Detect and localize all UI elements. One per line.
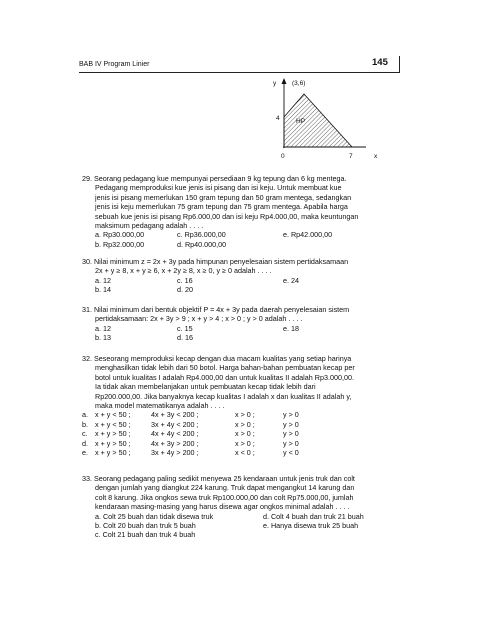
q32-line: menghasilkan tidak lebih dari 50 botol. Harga bahan-bahan pembuatan kecap per — [95, 363, 355, 373]
q29-line: 29. Seorang pedagang kue mempunyai persediaan 9 kg tepung dan 6 kg mentega. — [82, 174, 347, 183]
header-rule — [79, 72, 399, 73]
constraint: x + y > 50 ; — [95, 429, 131, 439]
constraint: y < 0 — [283, 448, 299, 458]
option-letter: b. — [82, 419, 88, 429]
option-d: d. Colt 4 buah dan truk 21 buah — [263, 511, 364, 521]
chapter-title: BAB IV Program Linier — [79, 61, 150, 68]
y-axis-arrow-icon — [282, 78, 287, 84]
constraint: x + y < 50 ; — [95, 410, 131, 420]
option-empty — [283, 240, 383, 249]
question-29 — [82, 174, 402, 249]
q29-line: jenis isi keju memerlukan 75 gram tepung dan 75 gram mentega. Apabila harga — [95, 202, 348, 212]
constraint: x < 0 ; — [235, 448, 255, 458]
option-letter: a. — [82, 410, 88, 420]
feasible-region-graph — [270, 74, 390, 164]
option-e: e. 24 — [283, 275, 299, 285]
option-e: e. Hanya disewa truk 25 buah — [263, 521, 359, 531]
option-b: b. Colt 20 buah dan truk 5 buah — [95, 521, 196, 531]
constraint: y > 0 — [283, 438, 299, 448]
option-a: a. Colt 25 buah dan tidak disewa truk — [95, 511, 214, 521]
option-letter: c. — [82, 429, 88, 439]
constraint: y > 0 — [283, 410, 299, 420]
constraint: x + y > 50 ; — [95, 438, 131, 448]
option-empty — [283, 285, 383, 294]
page-number: 145 — [372, 57, 388, 68]
q33-line: 33. Seorang pedagang paling sedikit menyewa 25 kendaraan untuk jenis truk dan colt — [82, 474, 355, 483]
option-a: a. 12 — [95, 323, 111, 333]
constraint: x > 0 ; — [235, 410, 255, 420]
option-d: d. Rp40.000,00 — [177, 239, 227, 249]
question-30 — [82, 257, 402, 295]
q32-options — [82, 410, 402, 457]
constraint: x > 0 ; — [235, 429, 255, 439]
question-33 — [82, 474, 402, 540]
q30-line: 2x + y ≥ 8, x + y ≥ 6, x + 2y ≥ 8, x ≥ 0, y ≥ 0 adalah . . . . — [95, 266, 272, 276]
question-32 — [82, 354, 402, 457]
option-c: c. 16 — [177, 275, 193, 285]
y-axis-label: y — [273, 80, 277, 87]
x-axis-label: x — [374, 153, 378, 160]
constraint: 4x + 3y < 200 ; — [151, 410, 199, 420]
q29-line: maksimum pedagang adalah . . . . — [95, 221, 204, 231]
option-b: b. 14 — [95, 285, 111, 295]
option-e: e. Rp42.000,00 — [283, 230, 333, 240]
region-label: HP — [296, 118, 306, 125]
origin-label: 0 — [281, 153, 285, 160]
q32-line: 32. Seseorang memproduksi kecap dengan dua macam kualitas yang setiap harinya — [82, 354, 352, 363]
constraint: 3x + 4y < 200 ; — [151, 419, 199, 429]
point-label: (3,6) — [292, 80, 306, 87]
option-c: c. Rp36.000,00 — [177, 230, 226, 240]
q32-line: Rp200.000,00. Jika banyaknya kecap kualitas I adalah x dan kualitas II adalah y, — [95, 391, 352, 401]
option-b: b. Rp32.000,00 — [95, 239, 145, 249]
constraint: 4x + 3y > 200 ; — [151, 438, 199, 448]
option-e: e. 18 — [283, 323, 299, 333]
option-d: d. 20 — [177, 285, 193, 295]
option-letter: d. — [82, 438, 88, 448]
option-b: b. 13 — [95, 333, 111, 343]
q29-line: Pedagang memproduksi kue jenis isi pisang dan isi keju. Untuk membuat kue — [95, 183, 342, 193]
q33-line: colt 8 karung. Jika ongkos sewa truk Rp100.000,00 dan colt Rp75.000,00, jumlah — [95, 492, 354, 502]
option-empty — [283, 333, 383, 342]
option-a: a. 12 — [95, 275, 111, 285]
q32-line: Ia tidak akan membelanjakan untuk pembuatan kecap tidak lebih dari — [95, 382, 316, 392]
q29-line: sebuah kue jenis isi pisang Rp6.000,00 dan isi keju Rp4.000,00, maka keuntungan — [95, 211, 359, 221]
constraint: y > 0 — [283, 429, 299, 439]
q29-line: jenis isi pisang memerlukan 150 gram tepung dan 50 gram mentega, sedangkan — [95, 192, 352, 202]
option-letter: e. — [82, 448, 88, 458]
q30-options — [95, 276, 402, 295]
y-tick-label: 4 — [276, 115, 280, 122]
constraint: 4x + 4y < 200 ; — [151, 429, 199, 439]
constraint: x > 0 ; — [235, 419, 255, 429]
x-tick-label: 7 — [349, 153, 353, 160]
constraint: y > 0 — [283, 419, 299, 429]
q31-line: 31. Nilai minimum dari bentuk objektif P = 4x + 3y pada daerah penyelesaian sistem — [82, 305, 350, 314]
option-empty — [263, 530, 393, 539]
option-d: d. 16 — [177, 333, 193, 343]
q33-line: dengan jumlah yang diangkut 224 karung. Truk dapat mengangkut 14 karung dan — [95, 483, 355, 493]
constraint: x > 0 ; — [235, 438, 255, 448]
q31-options — [95, 324, 402, 343]
q32-line: maka model matematikanya adalah . . . . — [95, 401, 225, 411]
q32-line: botol untuk kualitas I adalah Rp4.000,00 dan untuk kualitas II adalah Rp3.000,00. — [95, 372, 354, 382]
option-a: a. Rp30.000,00 — [95, 230, 145, 240]
constraint: x + y < 50 ; — [95, 419, 131, 429]
option-c: c. 15 — [177, 323, 193, 333]
q30-line: 30. Nilai minimum z = 2x + 3y pada himpunan penyelesaian sistem pertidaksamaan — [82, 257, 349, 266]
q33-line: kendaraan masing-masing yang harus disewa agar ongkos minimal adalah . . . . — [95, 502, 350, 512]
constraint: 3x + 4y > 200 ; — [151, 448, 199, 458]
hp-region — [284, 94, 352, 147]
option-c: c. Colt 21 buah dan truk 4 buah — [95, 530, 196, 540]
question-31 — [82, 305, 402, 343]
q29-options — [95, 230, 402, 249]
q33-options — [95, 512, 402, 540]
q31-line: pertidaksamaan: 2x + 3y > 9 ; x + y > 4 ; x > 0 ; y > 0 adalah . . . . — [95, 314, 303, 324]
constraint: x + y > 50 ; — [95, 448, 131, 458]
